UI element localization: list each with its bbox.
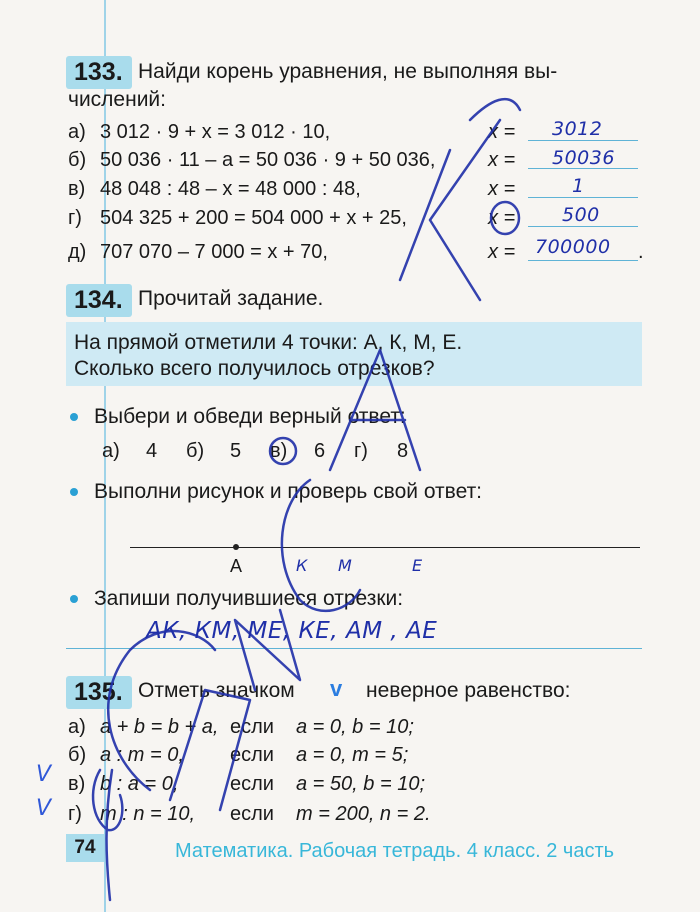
task-135-item-d-values: m = 200, n = 2. xyxy=(296,803,431,825)
task-133-item-e-var: x = xyxy=(488,241,516,263)
hand-check-mark-2: V xyxy=(36,796,52,821)
option-a-value: 4 xyxy=(146,440,158,462)
option-d-label: г) xyxy=(354,440,368,462)
task-133-answer-e: 700000 xyxy=(535,236,611,258)
point-a-label: А xyxy=(230,556,243,576)
task-135-item-d-label: г) xyxy=(68,803,82,825)
task-135-item-d-cond: если xyxy=(230,803,274,825)
task-134-box-line1: На прямой отметили 4 точки: А, К, М, Е. xyxy=(74,331,463,354)
task-133-answer-d: 500 xyxy=(562,204,600,226)
task-134-title: Прочитай задание. xyxy=(138,287,324,310)
task-133-item-e-equation: 707 070 – 7 000 = x + 70, xyxy=(100,241,328,263)
point-m-label: М xyxy=(338,556,353,575)
task-135-item-b-equation: a : m = 0, xyxy=(100,744,184,766)
task-134-bullet2: Выполни рисунок и проверь свой ответ: xyxy=(94,480,483,503)
task-133-item-a-label: а) xyxy=(68,121,86,143)
task-135-item-a-values: a = 0, b = 10; xyxy=(296,716,414,738)
task-135-item-a-cond: если xyxy=(230,716,274,738)
task-135-item-c-label: в) xyxy=(68,773,86,795)
circle-x xyxy=(491,202,519,234)
option-c-label: в) xyxy=(270,440,288,462)
book-title: Математика. Рабочая тетрадь. 4 класс. 2 часть xyxy=(175,840,615,862)
task-134-segments-answer: АК, КМ, МЕ, КЕ, АМ , АЕ xyxy=(146,618,438,644)
task-133-item-e-label: д) xyxy=(68,241,87,263)
task-134-bullet3: Запиши получившиеся отрезки: xyxy=(94,587,404,610)
task-133-item-d-equation: 504 325 + 200 = 504 000 + x + 25, xyxy=(100,207,407,229)
task-135-title-post: неверное равенство: xyxy=(366,679,571,702)
task-133-end-dot: . xyxy=(638,241,644,263)
task-135-item-b-label: б) xyxy=(68,744,87,766)
hand-check-mark-1: V xyxy=(36,762,52,787)
task-133-item-d-var: x = xyxy=(488,207,516,229)
task-133-number: 133. xyxy=(66,56,132,89)
task-135-item-d-equation: m : n = 10, xyxy=(100,803,196,825)
task-134-box-line2: Сколько всего получилось отрезков? xyxy=(74,357,435,380)
check-symbol-icon: v xyxy=(330,676,343,701)
task-133-title-line2: числений: xyxy=(68,88,166,111)
answer-circle xyxy=(270,438,296,464)
stamp-letter-p xyxy=(170,690,250,810)
stamp-letter-i xyxy=(235,610,300,690)
task-133-item-c-var: x = xyxy=(488,178,516,200)
option-d-value: 8 xyxy=(397,440,409,462)
task-133-item-b-var: x = xyxy=(488,149,516,171)
task-135-item-b-values: a = 0, m = 5; xyxy=(296,744,409,766)
stamp-letter-a xyxy=(330,350,420,470)
task-133-item-a-var: x = xyxy=(488,121,516,143)
task-133-title-line1: Найди корень уравнения, не выполняя вы- xyxy=(138,60,558,83)
task-135-item-a-equation: a + b = b + a, xyxy=(100,716,219,738)
task-135-item-c-values: a = 50, b = 10; xyxy=(296,773,425,795)
task-135-number: 135. xyxy=(66,676,132,709)
task-135-title-pre: Отметь значком xyxy=(138,679,295,702)
option-c-value: 6 xyxy=(314,440,326,462)
option-b-label: б) xyxy=(186,440,205,462)
task-133-answer-b: 50036 xyxy=(552,147,615,169)
task-135-item-a-label: а) xyxy=(68,716,86,738)
task-133-answer-a: 3012 xyxy=(552,118,603,140)
stamp-top-stroke xyxy=(470,99,520,120)
option-a-label: а) xyxy=(102,440,120,462)
task-135-item-c-equation: b : a = 0, xyxy=(100,773,179,795)
task-133-item-b-equation: 50 036 · 11 – a = 50 036 · 9 + 50 036, xyxy=(100,149,436,171)
task-133-answer-c: 1 xyxy=(572,175,585,197)
stamp-letter-k xyxy=(400,120,500,300)
task-135-item-b-cond: если xyxy=(230,744,274,766)
task-134-bullet1: Выбери и обведи верный ответ: xyxy=(94,405,406,428)
page-number: 74 xyxy=(66,834,104,862)
stamp-letter-c2 xyxy=(282,480,360,611)
task-133-item-c-equation: 48 048 : 48 – x = 48 000 : 48, xyxy=(100,178,361,200)
task-133-item-b-label: б) xyxy=(68,149,87,171)
task-133-item-a-equation: 3 012 · 9 + x = 3 012 · 10, xyxy=(100,121,331,143)
option-b-value: 5 xyxy=(230,440,242,462)
task-135-item-c-cond: если xyxy=(230,773,274,795)
task-134-number: 134. xyxy=(66,284,132,317)
point-e-label: Е xyxy=(412,556,423,575)
task-133-item-d-label: г) xyxy=(68,207,82,229)
point-k-label: К xyxy=(296,556,308,575)
task-133-item-c-label: в) xyxy=(68,178,86,200)
margin-stroke xyxy=(107,770,113,900)
